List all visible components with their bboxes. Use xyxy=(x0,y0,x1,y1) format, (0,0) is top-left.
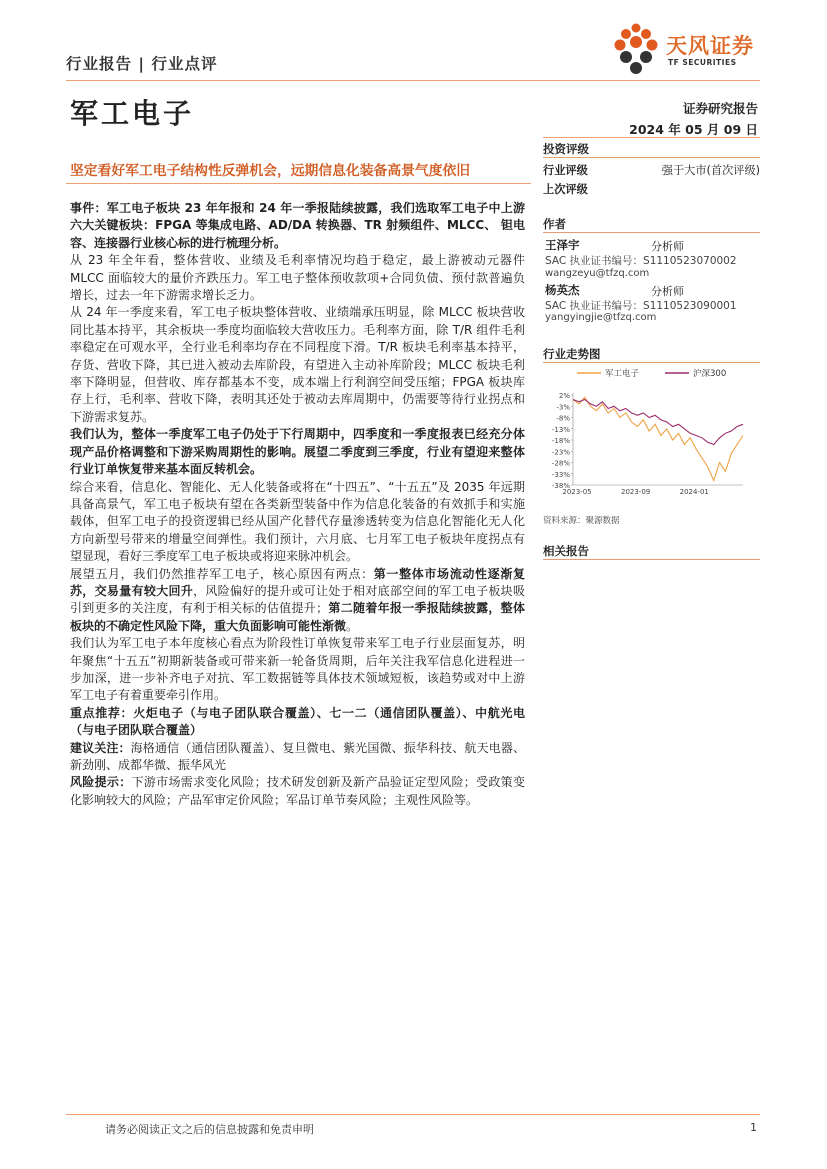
report-body xyxy=(70,200,525,809)
paragraph-view: 我们认为，整体一季度军工电子仍处于下行周期中，四季度和一季度报表已经充分体现产品价格调整和下游采购周期性的影响。展望二季度到三季度，行业有望迎来整体行业订单恢复带来基本面反转机会。 xyxy=(70,427,525,477)
y-tick-label: -13% xyxy=(551,425,570,434)
trend-chart xyxy=(543,365,760,505)
paragraph-recommend: 重点推荐：火炬电子（与电子团队联合覆盖）、七一二（通信团队覆盖）、中航光电（与电子团队联合覆盖） xyxy=(70,705,525,738)
svg-text:军工电子: 军工电子 xyxy=(605,369,640,379)
y-tick-label: -38% xyxy=(551,482,570,490)
series-line xyxy=(573,400,743,445)
author-name: 杨英杰 xyxy=(545,283,580,297)
related-divider xyxy=(543,559,760,560)
report-type: 行业报告 | 行业点评 xyxy=(66,55,218,73)
svg-text:沪深300: 沪深300 xyxy=(693,369,727,379)
y-tick-label: -23% xyxy=(551,448,570,457)
author-sac: SAC 执业证书编号：S1110523090001 xyxy=(545,300,737,312)
industry-rating-value: 强于大市(首次评级) xyxy=(661,164,760,177)
rating-divider xyxy=(543,157,760,158)
logo-text-en: TF SECURITIES xyxy=(668,58,737,67)
headline-divider xyxy=(66,183,531,184)
headline: 坚定看好军工电子结构性反弹机会，远期信息化装备高景气度依旧 xyxy=(70,163,471,179)
paragraph-outlook: 展望五月，我们仍然推荐军工电子，核心原因有两点：第一整体市场流动性逐渐复苏，交易量有较大回升，风险偏好的提升或可让处于相对底部空间的军工电子板块吸引到更多的关注度，有利于相关标的估值提升；第二随着年报一季报陆续披露，整体板块的不确定性风险下降，重大负面影响可能性渐微。 xyxy=(70,566,525,633)
report-kind: 证券研究报告 xyxy=(682,101,758,116)
legend-item xyxy=(577,368,640,379)
paragraph-2024q1: 从 24 年一季度来看，军工电子板块整体营收、业绩端承压明显，除 MLCC 板块营收同比基本持平，其余板块一季度均面临较大营收压力。毛利率方面，除 T/R 组件毛利率稳定在可观水平，全行业毛利率均存在不同程度下滑。T/R 板块毛利率基本持平，存货、营收下降，其已进入被动去库阶段，有望进入主动补库阶段；MLCC 板块毛利率下降明显，但营收、库存都基本不变，成本端上行利润空间受压缩；FPGA 板块库存上行，毛利率、营收下降，表明其还处于被动去库周期中，仍需要等待行业拐点和下游需求复苏。 xyxy=(70,305,525,424)
footer-divider xyxy=(66,1114,760,1115)
logo-text-cn: 天风证券 xyxy=(666,34,754,58)
y-tick-label: -18% xyxy=(551,437,570,445)
chart-source: 资料来源：聚源数据 xyxy=(543,516,620,526)
paragraph-risk: 风险提示：下游市场需求变化风险；技术研发创新及新产品验证定型风险；受政策变化影响较大的风险；产品军审定价风险；军品订单节奏风险；主观性风险等。 xyxy=(70,775,525,807)
paragraph-event: 事件：军工电子板块 23 年年报和 24 年一季报陆续披露，我们选取军工电子中上游六大关键板块：FPGA 等集成电路、AD/DA 转换器、TR 射频组件、MLCC、 钽电容、连接器行业核心标的进行梳理分析。 xyxy=(70,201,525,250)
x-tick-label: 2024-01 xyxy=(679,488,709,496)
paragraph-core: 我们认为军工电子本年度核心看点为阶段性订单恢复带来军工电子行业层面复苏，明年聚焦“十五五”初期新装备或可带来新一轮备货周期，后年关注我军信息化进程进一步加深，进一步补齐电子对抗、军工数据链等具体技术领域短板，该趋势或对中上游军工电子有着重要牵引作用。 xyxy=(70,636,525,703)
trend-title: 行业走势图 xyxy=(543,347,601,361)
report-date: 2024 年 05 月 09 日 xyxy=(629,122,758,137)
author-role: 分析师 xyxy=(651,240,684,253)
author-name: 王泽宇 xyxy=(545,238,580,252)
related-title: 相关报告 xyxy=(543,544,589,558)
x-tick-label: 2023-05 xyxy=(562,488,592,496)
sector-title: 军工电子 xyxy=(70,97,195,130)
authors-divider xyxy=(543,232,760,233)
author-sac: SAC 执业证书编号：S1110523070002 xyxy=(545,255,737,267)
previous-rating-label: 上次评级 xyxy=(543,183,588,196)
logo-mark-icon xyxy=(608,20,664,76)
industry-rating-label: 行业评级 xyxy=(543,164,588,177)
y-tick-label: -28% xyxy=(551,459,570,468)
y-tick-label: -3% xyxy=(556,403,570,412)
series-line xyxy=(573,397,743,480)
y-tick-label: -8% xyxy=(556,414,570,423)
footer-disclaimer: 请务必阅读正文之后的信息披露和免责申明 xyxy=(105,1123,314,1136)
x-tick-label: 2023-09 xyxy=(620,488,651,496)
author-email[interactable]: wangzeyu@tfzq.com xyxy=(545,268,650,279)
author-role: 分析师 xyxy=(651,285,684,298)
header-divider xyxy=(66,80,760,81)
paragraph-attention: 建议关注：海格通信（通信团队覆盖）、复旦微电、紫光国微、振华科技、航天电器、新劲刚、成都华微、振华风光 xyxy=(70,740,525,772)
trend-divider xyxy=(543,362,760,363)
rating-title: 投资评级 xyxy=(543,142,589,156)
authors-title: 作者 xyxy=(543,217,566,231)
author-email[interactable]: yangyingjie@tfzq.com xyxy=(545,312,657,323)
paragraph-summary: 综合来看，信息化、智能化、无人化装备或将在“十四五”、“十五五”及 2035 年远期具备高景气，军工电子板块有望在各类新型装备中作为信息化装备的有效抓手和实施载体，但军工电子的投资逻辑已经从国产化替代存量渗透转变为信息化智能化无人化方向新型号带来的增量空间弹性。我们预计，六月底、七月军工电子板块年度拐点有望显现，看好三季度军工电子板块或将迎来脉冲机会。 xyxy=(70,479,525,564)
company-logo xyxy=(608,18,768,78)
date-divider xyxy=(543,137,760,138)
paragraph-2023: 从 23 年全年看，整体营收、业绩及毛利率情况均趋于稳定，最上游被动元器件 MLCC 面临较大的量价齐跌压力。军工电子整体预收款项+合同负债、预付款普遍负增长，过去一年下游需求增长乏力。 xyxy=(70,253,525,303)
legend-item xyxy=(665,368,726,379)
y-tick-label: -33% xyxy=(551,470,570,479)
y-tick-label: 2% xyxy=(558,392,570,400)
page-number: 1 xyxy=(750,1121,757,1134)
